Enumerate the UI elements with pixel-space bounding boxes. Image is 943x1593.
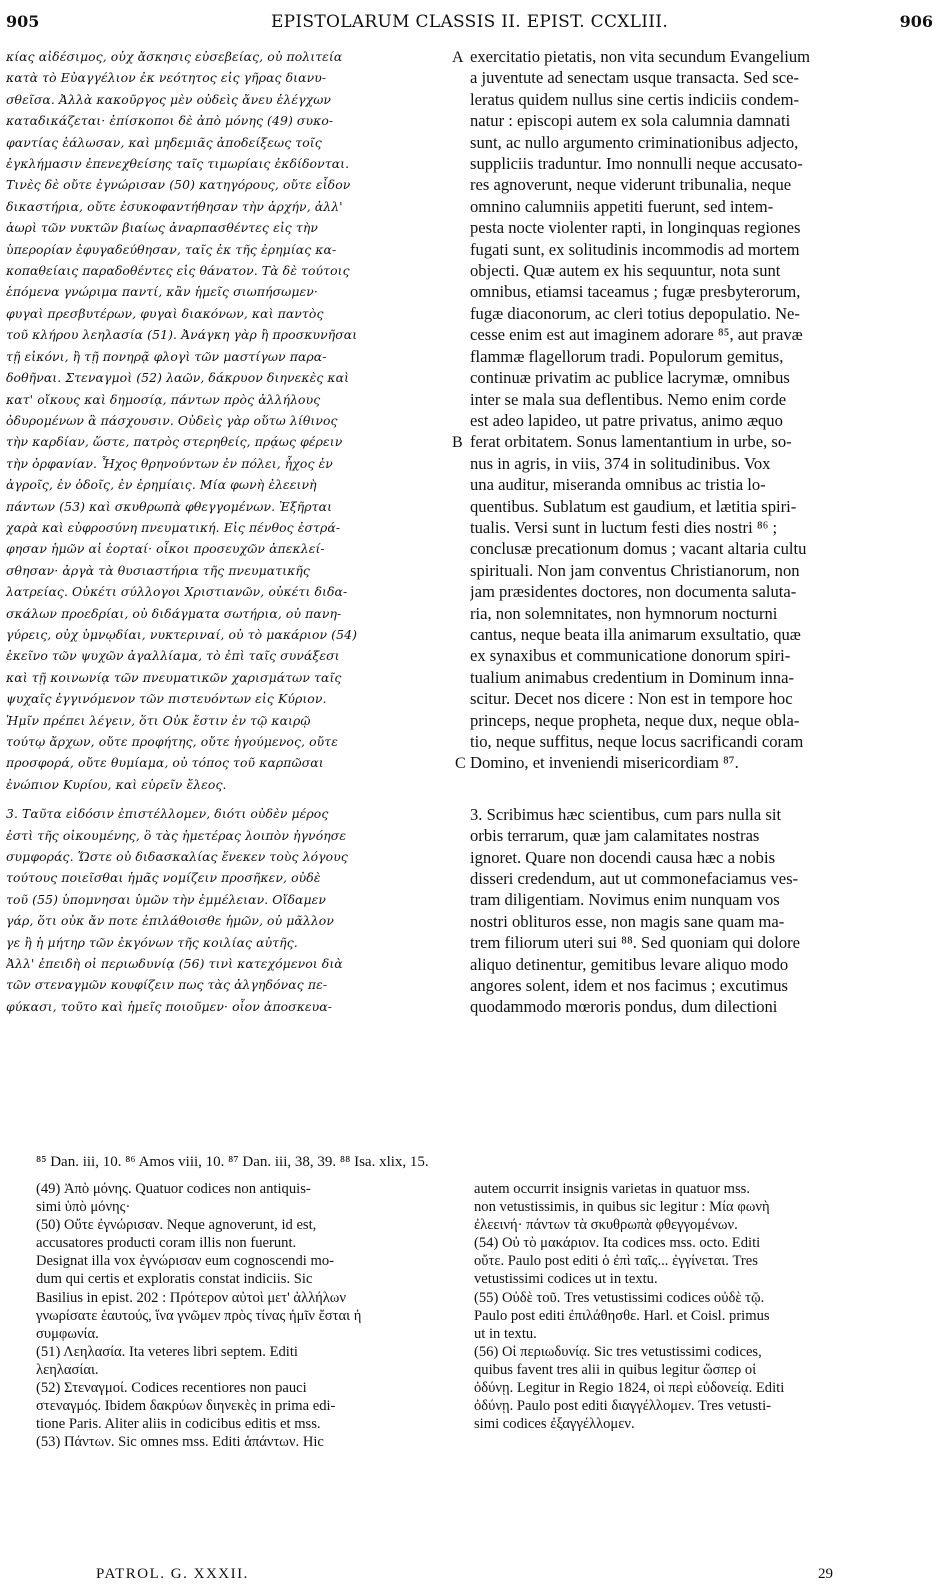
greek-text-line: ἐγκλήμασιν ἐπενεχθείσης ταῖς τιμωρίαις ἐκδίδονται. (6, 156, 350, 172)
margin-letter-a: A (452, 49, 464, 66)
latin-text-line: fugæ diaconorum, ac cleri totius depopulatio. Ne- (470, 303, 800, 323)
greek-text-line: προσφορά, οὔτε θυμίαμα, οὐ τόπος τοῦ καρπῶσαι (6, 755, 324, 771)
margin-letter-c: C (455, 755, 466, 772)
latin-text-line: exercitatio pietatis, non vita secundum Evangelium (470, 47, 811, 66)
note-line: vetustissimi codices ut in textu. (474, 1271, 658, 1288)
latin-text-line: fugati sunt, ex solitudinis incommodis ad mortem (470, 239, 800, 259)
greek-text-line: τοῦ (55) ὑπομνησαι ὑμῶν τὴν ἐμμέλειαν. Οἴδαμεν (6, 891, 327, 907)
latin-text-line: quentibus. Sublatum est gaudium, et lætitia spiri- (470, 496, 797, 516)
latin-text-line: scitur. Decet nos dicere : Non est in tempore hoc (470, 689, 793, 709)
note-line: ἐλεεινή· πάντων τὰ σκυθρωπὰ φθεγγομένων. (474, 1217, 738, 1234)
latin-text-line: leratus quidem nullus sine certis indiciis condem- (470, 89, 800, 109)
greek-text-line: Τινὲς δὲ οὔτε ἐγνώρισαν (50) κατηγόρους, οὔτε εἶδον (6, 177, 351, 193)
note-line: (50) Οὔτε ἐγνώρισαν. Neque agnoverunt, id est, (36, 1217, 317, 1234)
note-line: (54) Οὐ τὸ μακάριον. Ita codices mss. octo. Editi (474, 1235, 761, 1252)
note-line: συμφωνία. (36, 1325, 99, 1342)
latin-text-line: res agnoverunt, neque viderunt tribunalia, neque (470, 175, 792, 195)
note-line: accusatores producti coram illis non fuerunt. (36, 1235, 297, 1252)
greek-text-line: τὴν ὀρφανίαν. Ἦχος θρηνούντων ἐν πόλει, ἦχος ἐν (6, 455, 333, 471)
note-line: ὀδύνῃ. Legitur in Regio 1824, οἱ περὶ εὐδονείᾳ. Editi (474, 1380, 785, 1397)
greek-text-line: τῇ εἰκόνι, ἢ τῇ πονηρᾷ φλογὶ τῶν μαστίγων παρα- (6, 348, 327, 364)
note-line: quibus favent tres alii in quibus legitur ὥσπερ οἱ (474, 1361, 757, 1378)
latin-text-line: conclusæ precationum domus ; vacant altaria cultu (470, 539, 807, 559)
note-line: Basilius in epist. 202 : Πρότερον αὐτοὶ μετ' ἀλλήλων (36, 1289, 347, 1306)
running-title: EPISTOLARUM CLASSIS II. EPIST. CCXLIII. (270, 12, 669, 32)
greek-text-line: γε ἢ ἡ μήτηρ τῶν ἐκγόνων τῆς κοιλίας αὐτῆς. (6, 934, 298, 950)
note-line: tione Paris. Aliter aliis in codicibus editis et mss. (36, 1416, 321, 1433)
note-line: λεηλασίαι. (36, 1361, 99, 1378)
note-line: (49) Ἀπὸ μόνης. Quatuor codices non antiquis- (36, 1181, 311, 1197)
latin-text-line: tram diligentiam. Novimus enim nunquam vos (470, 890, 780, 910)
note-line: dum qui certis et exploratis constat indiciis. Sic (36, 1271, 313, 1288)
latin-text-line: tualium animabus credentium in Dominum inna- (470, 667, 794, 687)
greek-text-line: τῶν στεναγμῶν κουφίζειν πως τὰς ἀλγηδόνας πε- (6, 977, 328, 993)
latin-text-line: continuæ privatim ac publice lacrymæ, omnibus (470, 368, 790, 388)
note-line: simi codices ἐξαγγέλλομεν. (474, 1416, 635, 1433)
greek-text-line: φύκασι, τοῦτο καὶ ἡμεῖς ποιοῦμεν· οἷον ἀποσκευα- (6, 998, 333, 1014)
greek-text-line: ἐστὶ τῆς οἰκουμένης, ὃ τὰς ἡμετέρας λοιπὸν ἠγνόησε (6, 827, 347, 843)
note-line: ut in textu. (474, 1325, 537, 1342)
greek-text-line: πάντων (53) καὶ σκυθρωπὰ φθεγγομένων. Ἐξῆρται (6, 498, 333, 514)
latin-text-line: angores solent, idem et nos facimus ; excutimus (470, 976, 788, 996)
latin-text-line: tio, neque suffitus, neque locus sacrificandi coram (470, 732, 804, 751)
latin-text-line: ria, non solemnitates, non hymnorum nocturni (470, 603, 778, 623)
note-line: (51) Λεηλασία. Ita veteres libri septem. Editi (36, 1343, 298, 1360)
greek-text-line: ἐκεῖνο τῶν ψυχῶν ἀγαλλίαμα, τὸ ἐπὶ ταῖς συνάξεσι (6, 648, 340, 664)
greek-text-line: τὴν καρδίαν, ὥστε, πατρὸς στερηθείς, πρᾴως φέρειν (6, 434, 343, 450)
greek-text-line: λατρείας. Οὐκέτι σύλλογοι Χριστιανῶν, οὐκέτι διδα- (6, 584, 348, 600)
note-line: ὀδύνῃ. Paulo post editi διαγγέλλομεν. Tres vetusti- (474, 1398, 771, 1415)
notes-column-right (474, 1180, 924, 1450)
note-line: (56) Οἱ περιωδυνίᾳ. Sic tres vetustissimi codices, (474, 1343, 762, 1360)
latin-text-line: ignoret. Quare non docendi causa hæc a nobis (470, 847, 776, 867)
latin-text-line: quodammodo mœroris pondus, dum dilectioni (470, 997, 778, 1017)
latin-text-line: nus in agris, in viis, 374 in solitudinibus. Vox (470, 453, 771, 473)
latin-text-line: inter se mala sua deflentibus. Nemo enim corde (470, 389, 787, 409)
greek-text-line: κίας αἰδέσιμος, οὐχ ἄσκησις εὐσεβείας, οὐ πολιτεία (6, 49, 343, 64)
footer-volume: PATROL. G. XXXII. (96, 1566, 249, 1582)
latin-text-line: omnibus, etiamsi taceamus ; fugæ presbyterorum, (470, 282, 801, 302)
note-line: simi ὑπὸ μόνης· (36, 1199, 131, 1216)
page-number-right: 906 (899, 12, 933, 31)
latin-text-column (470, 46, 940, 1146)
greek-text-line: 3. Ταῦτα εἰδόσιν ἐπιστέλλομεν, διότι οὐδὲν μέρος (6, 806, 329, 822)
note-line: γνωρίσατε ἑαυτούς, ἵνα γνῶμεν πρὸς τίνας ἡμῖν ἔσται ἡ (36, 1307, 362, 1324)
running-header (6, 6, 933, 34)
greek-text-line: φαντίας ἑάλωσαν, καὶ μηδεμιᾶς ἀποδείξεως τοῖς (6, 134, 322, 150)
greek-text-line: κατ' οἴκους καὶ δημοσίᾳ, πάντων πρὸς ἀλλήλους (6, 391, 321, 407)
page-number-left: 905 (6, 12, 40, 31)
footer-page-number: 29 (818, 1566, 833, 1582)
latin-text-line: 3. Scribimus hæc scientibus, cum pars nulla sit (470, 804, 782, 824)
latin-text-line: suppliciis traduntur. Imo nonnulli neque accusato- (470, 154, 803, 174)
greek-text-line: κοπαθείαις παραδοθέντες εἰς θάνατον. Τὰ δὲ τούτοις (6, 263, 350, 279)
latin-text-line: est adeo lapideo, ut patre privatus, animo æquo (470, 410, 783, 430)
greek-text-line: φυγαὶ πρεσβυτέρων, φυγαὶ διακόνων, καὶ παντὸς (6, 305, 324, 321)
greek-text-line: τούτους ποιεῖσθαι ἡμᾶς νομίζειν προσῆκεν, οὐδὲ (6, 870, 321, 886)
greek-text-line: Ἡμῖν πρέπει λέγειν, ὅτι Οὐκ ἔστιν ἐν τῷ καιρῷ (6, 712, 311, 728)
note-line: οὔτε. Paulo post editi ὁ ἐπὶ ταῖς... ἐγγίνεται. Tres (474, 1253, 758, 1270)
latin-text-line: Domino, et inveniendi misericordiam ⁸⁷. (470, 753, 739, 773)
latin-text-line: princeps, neque propheta, neque dux, neque obla- (470, 710, 800, 730)
margin-letter-b: B (452, 434, 463, 451)
latin-text-line: a juventute ad senectam usque transacta. Sed sce- (470, 68, 799, 88)
scripture-footnotes: ⁸⁵ Dan. iii, 10. ⁸⁶ Amos viii, 10. ⁸⁷ Dan. iii, 38, 39. ⁸⁸ Isa. xlix, 15. (36, 1154, 429, 1170)
latin-text-line: tualis. Versi sunt in luctum festi dies nostri ⁸⁶ ; (470, 517, 778, 537)
greek-text-line: ὑπερορίαν ἐφυγαδεύθησαν, ταῖς ἐκ τῆς ἐρημίας κα- (6, 241, 337, 257)
note-line: (53) Πάντων. Sic omnes mss. Editi ἁπάντων. Hic (36, 1434, 324, 1451)
latin-text-line: ex synaxibus et communicatione donorum spiri- (470, 646, 791, 666)
greek-text-line: κατὰ τὸ Εὐαγγέλιον ἐκ νεότητος εἰς γῆρας διανυ- (6, 70, 327, 86)
greek-text-line: ἑπόμενα γνώριμα παντί, κἂν ἡμεῖς σιωπήσωμεν· (6, 284, 318, 300)
greek-text-line: γύρεις, οὐχ ὑμνῳδίαι, νυκτεριναί, οὐ τὸ μακάριον (54) (6, 626, 358, 642)
note-line: Paulo post editi ἐπιλάθησθε. Harl. et Coisl. primus (474, 1307, 770, 1324)
latin-text-line: cesse enim est aut imaginem adorare ⁸⁵, aut pravæ (470, 325, 803, 345)
note-line: στεναγμός. Ibidem δακρύων διηνεκὲς in prima edi- (36, 1398, 336, 1415)
latin-text-line: orbis terrarum, quæ jam calamitates nostras (470, 826, 760, 846)
note-line: Designat illa vox ἐγνώρισαν eum cognoscendi mo- (36, 1253, 334, 1270)
greek-text-line: τοῦ κλήρου λεηλασία (51). Ἀνάγκη γὰρ ἢ προσκυνῆσαι (6, 327, 358, 343)
greek-text-line: ψυχαῖς ἐγγινόμενον τῶν πιστευόντων εἰς Κύριον. (6, 691, 327, 707)
latin-text-line: pesta nocte violenter rapti, in longinquas regiones (470, 218, 801, 238)
greek-text-line: χαρὰ καὶ εὐφροσύνη πνευματική. Εἰς πένθος ἐστρά- (6, 519, 341, 535)
latin-text-line: spirituali. Non jam conventus Christianorum, non (470, 560, 800, 580)
note-line: (52) Στεναγμοί. Codices recentiores non pauci (36, 1380, 307, 1397)
greek-text-line: ὀδυρομένων ἃ πάσχουσιν. Οὐδεὶς γὰρ οὕτω λίθινος (6, 412, 338, 428)
greek-text-line: τούτῳ ἄρχων, οὔτε προφήτης, οὔτε ἡγούμενος, οὔτε (6, 734, 338, 749)
latin-text-line: aliquo detinentur, gemitibus levare aliquo modo (470, 954, 789, 974)
greek-text-line: γάρ, ὅτι οὐκ ἄν ποτε ἐπιλάθοισθε ἡμῶν, οὐ μᾶλλον (6, 913, 334, 929)
note-line: non vetustissimis, in quibus sic legitur : Μία φωνὴ (474, 1199, 770, 1216)
greek-text-line: σθησαν· ἀργὰ τὰ θυσιαστήρια τῆς πνευματικῆς (6, 562, 310, 578)
notes-column-left (36, 1180, 456, 1460)
greek-text-line: Ἀλλ' ἐπειδὴ οἱ περιωδυνίᾳ (56) τινὶ κατεχόμενοι διὰ (6, 956, 343, 972)
greek-text-line: φησαν ἡμῶν αἱ ἑορταί· οἶκοι προσευχῶν ἀπεκλεί- (6, 541, 325, 557)
note-line: autem occurrit insignis varietas in quatuor mss. (474, 1181, 751, 1197)
greek-text-line: καὶ τῇ κοινωνίᾳ τῶν πνευματικῶν χαρισμάτων ταῖς (6, 669, 342, 685)
latin-text-line: trem filiorum uteri sui ⁸⁸. Sed quoniam qui dolore (470, 933, 801, 953)
greek-text-line: σθεῖσα. Ἀλλὰ κακοῦργος μὲν οὐδεὶς ἄνευ ἐλέγχων (6, 91, 332, 107)
latin-text-line: objecti. Quæ autem ex his sequuntur, nota sunt (470, 261, 781, 281)
greek-text-line: σκάλων προεδρίαι, οὐ διδάγματα σωτήρια, οὐ πανη- (6, 605, 342, 621)
latin-text-line: cantus, neque beata illa animarum exsultatio, quæ (470, 624, 801, 644)
latin-text-line: sunt, ac nullo argumento criminationibus adjecto, (470, 132, 799, 152)
latin-text-line: jam præsidentes doctores, non documenta saluta- (470, 582, 797, 602)
greek-text-line: συμφοράς. Ὥστε οὐ διδασκαλίας ἕνεκεν τοὺς λόγους (6, 849, 348, 865)
greek-text-line: ἀγροῖς, ἐν ὁδοῖς, ἐν ἐρημίαις. Μία φωνὴ ἐλεεινὴ (6, 477, 317, 493)
latin-text-line: natur : episcopi autem ex sola calumnia damnati (470, 111, 791, 131)
note-line: (55) Οὐδὲ τοῦ. Tres vetustissimi codices οὐδὲ τῷ. (474, 1289, 765, 1306)
latin-text-line: una auditur, miseranda omnibus ac tristia lo- (470, 475, 766, 495)
greek-text-column (6, 46, 454, 1146)
latin-text-line: flammæ flagellorum tradi. Populorum gemitus, (470, 346, 784, 366)
greek-text-line: ἐνώπιον Κυρίου, καὶ εὑρεῖν ἔλεος. (6, 776, 227, 792)
greek-text-line: δικαστήρια, οὔτε ἐσυκοφαντήθησαν τὴν ἀρχήν, ἀλλ' (6, 198, 343, 214)
greek-text-line: ἀωρὶ τῶν νυκτῶν βιαίως ἀναρπασθέντες εἰς τὴν (6, 220, 318, 236)
greek-text-line: δοθῆναι. Στεναγμοὶ (52) λαῶν, δάκρυον διηνεκὲς καὶ (6, 370, 350, 386)
latin-text-line: omnino calumniis appetiti fuerunt, sed intem- (470, 196, 774, 216)
latin-text-line: disseri credendum, aut ut commonefaciamus ves- (470, 869, 799, 889)
latin-text-line: nostri oblituros esse, non magis sane quam ma- (470, 911, 785, 931)
greek-text-line: καταδικάζεται· ἐπίσκοποι δὲ ἀπὸ μόνης (49) συκο- (6, 113, 334, 129)
latin-text-line: ferat orbitatem. Sonus lamentantium in urbe, so- (470, 432, 792, 452)
